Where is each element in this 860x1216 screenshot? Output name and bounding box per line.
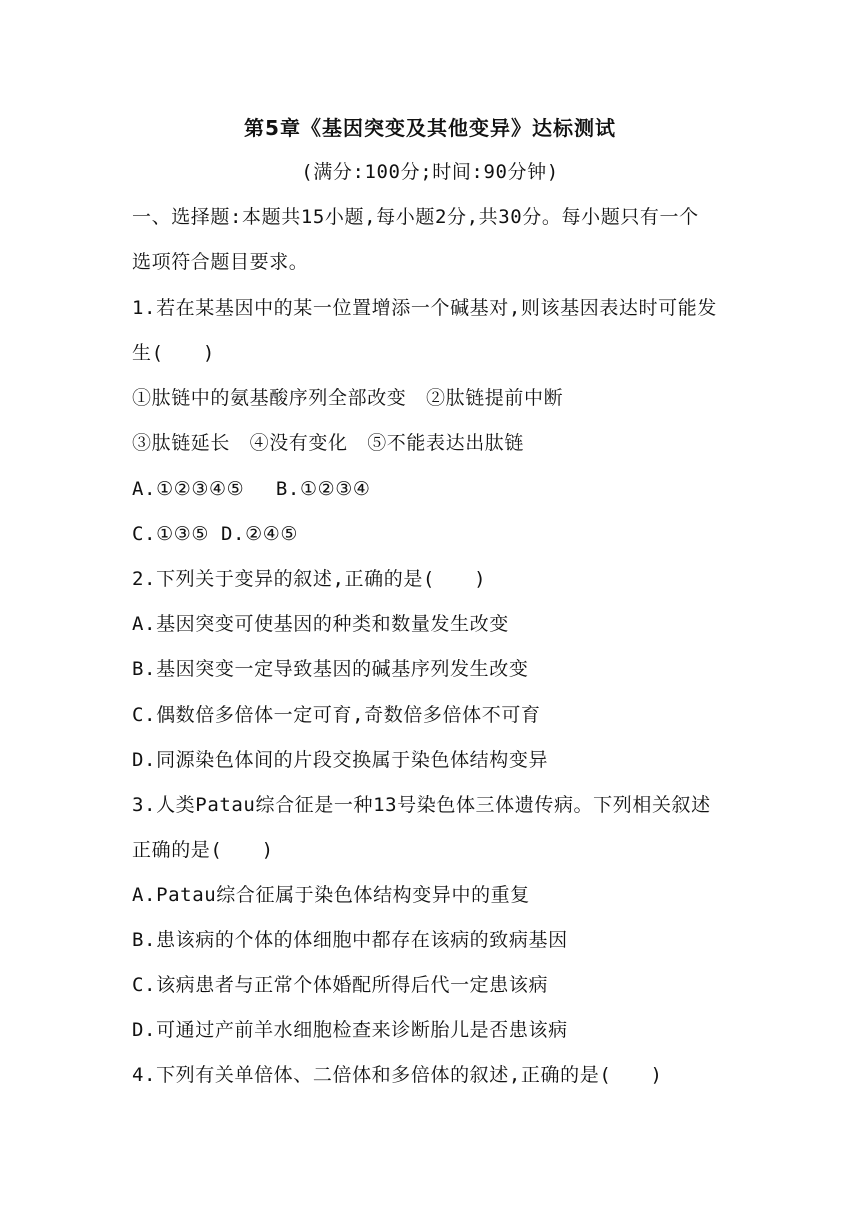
question-1-items-continued: ③肽链延长 ④没有变化 ⑤不能表达出肽链 bbox=[132, 432, 525, 454]
section-heading: 一、选择题:本题共15小题,每小题2分,共30分。每小题只有一个 bbox=[132, 206, 699, 228]
question-2-option-a: A.基因突变可使基因的种类和数量发生改变 bbox=[132, 613, 509, 635]
question-1-stem-continued: 生( ) bbox=[132, 342, 215, 364]
question-1-options-continued: C.①③⑤ D.②④⑤ bbox=[132, 523, 298, 545]
question-4-stem: 4.下列有关单倍体、二倍体和多倍体的叙述,正确的是( ) bbox=[132, 1064, 663, 1086]
question-3-option-a: A.Patau综合征属于染色体结构变异中的重复 bbox=[132, 884, 530, 906]
question-3-stem-continued: 正确的是( ) bbox=[132, 839, 274, 861]
document-title: 第5章《基因突变及其他变异》达标测试 bbox=[244, 116, 616, 140]
question-2-option-c: C.偶数倍多倍体一定可育,奇数倍多倍体不可育 bbox=[132, 704, 541, 726]
question-3-option-d: D.可通过产前羊水细胞检查来诊断胎儿是否患该病 bbox=[132, 1019, 568, 1041]
question-3-option-c: C.该病患者与正常个体婚配所得后代一定患该病 bbox=[132, 974, 549, 996]
question-3-stem: 3.人类Patau综合征是一种13号染色体三体遗传病。下列相关叙述 bbox=[132, 794, 711, 816]
question-1-options: A.①②③④⑤ B.①②③④ bbox=[132, 478, 371, 500]
question-2-option-b: B.基因突变一定导致基因的碱基序列发生改变 bbox=[132, 658, 529, 680]
question-1-items: ①肽链中的氨基酸序列全部改变 ②肽链提前中断 bbox=[132, 387, 564, 409]
question-3-option-b: B.患该病的个体的体细胞中都存在该病的致病基因 bbox=[132, 929, 568, 951]
question-1-stem: 1.若在某基因中的某一位置增添一个碱基对,则该基因表达时可能发 bbox=[132, 297, 717, 319]
question-2-stem: 2.下列关于变异的叙述,正确的是( ) bbox=[132, 568, 487, 590]
section-heading-continued: 选项符合题目要求。 bbox=[132, 251, 309, 273]
question-2-option-d: D.同源染色体间的片段交换属于染色体结构变异 bbox=[132, 749, 549, 771]
document-subtitle: (满分:100分;时间:90分钟) bbox=[301, 161, 559, 183]
